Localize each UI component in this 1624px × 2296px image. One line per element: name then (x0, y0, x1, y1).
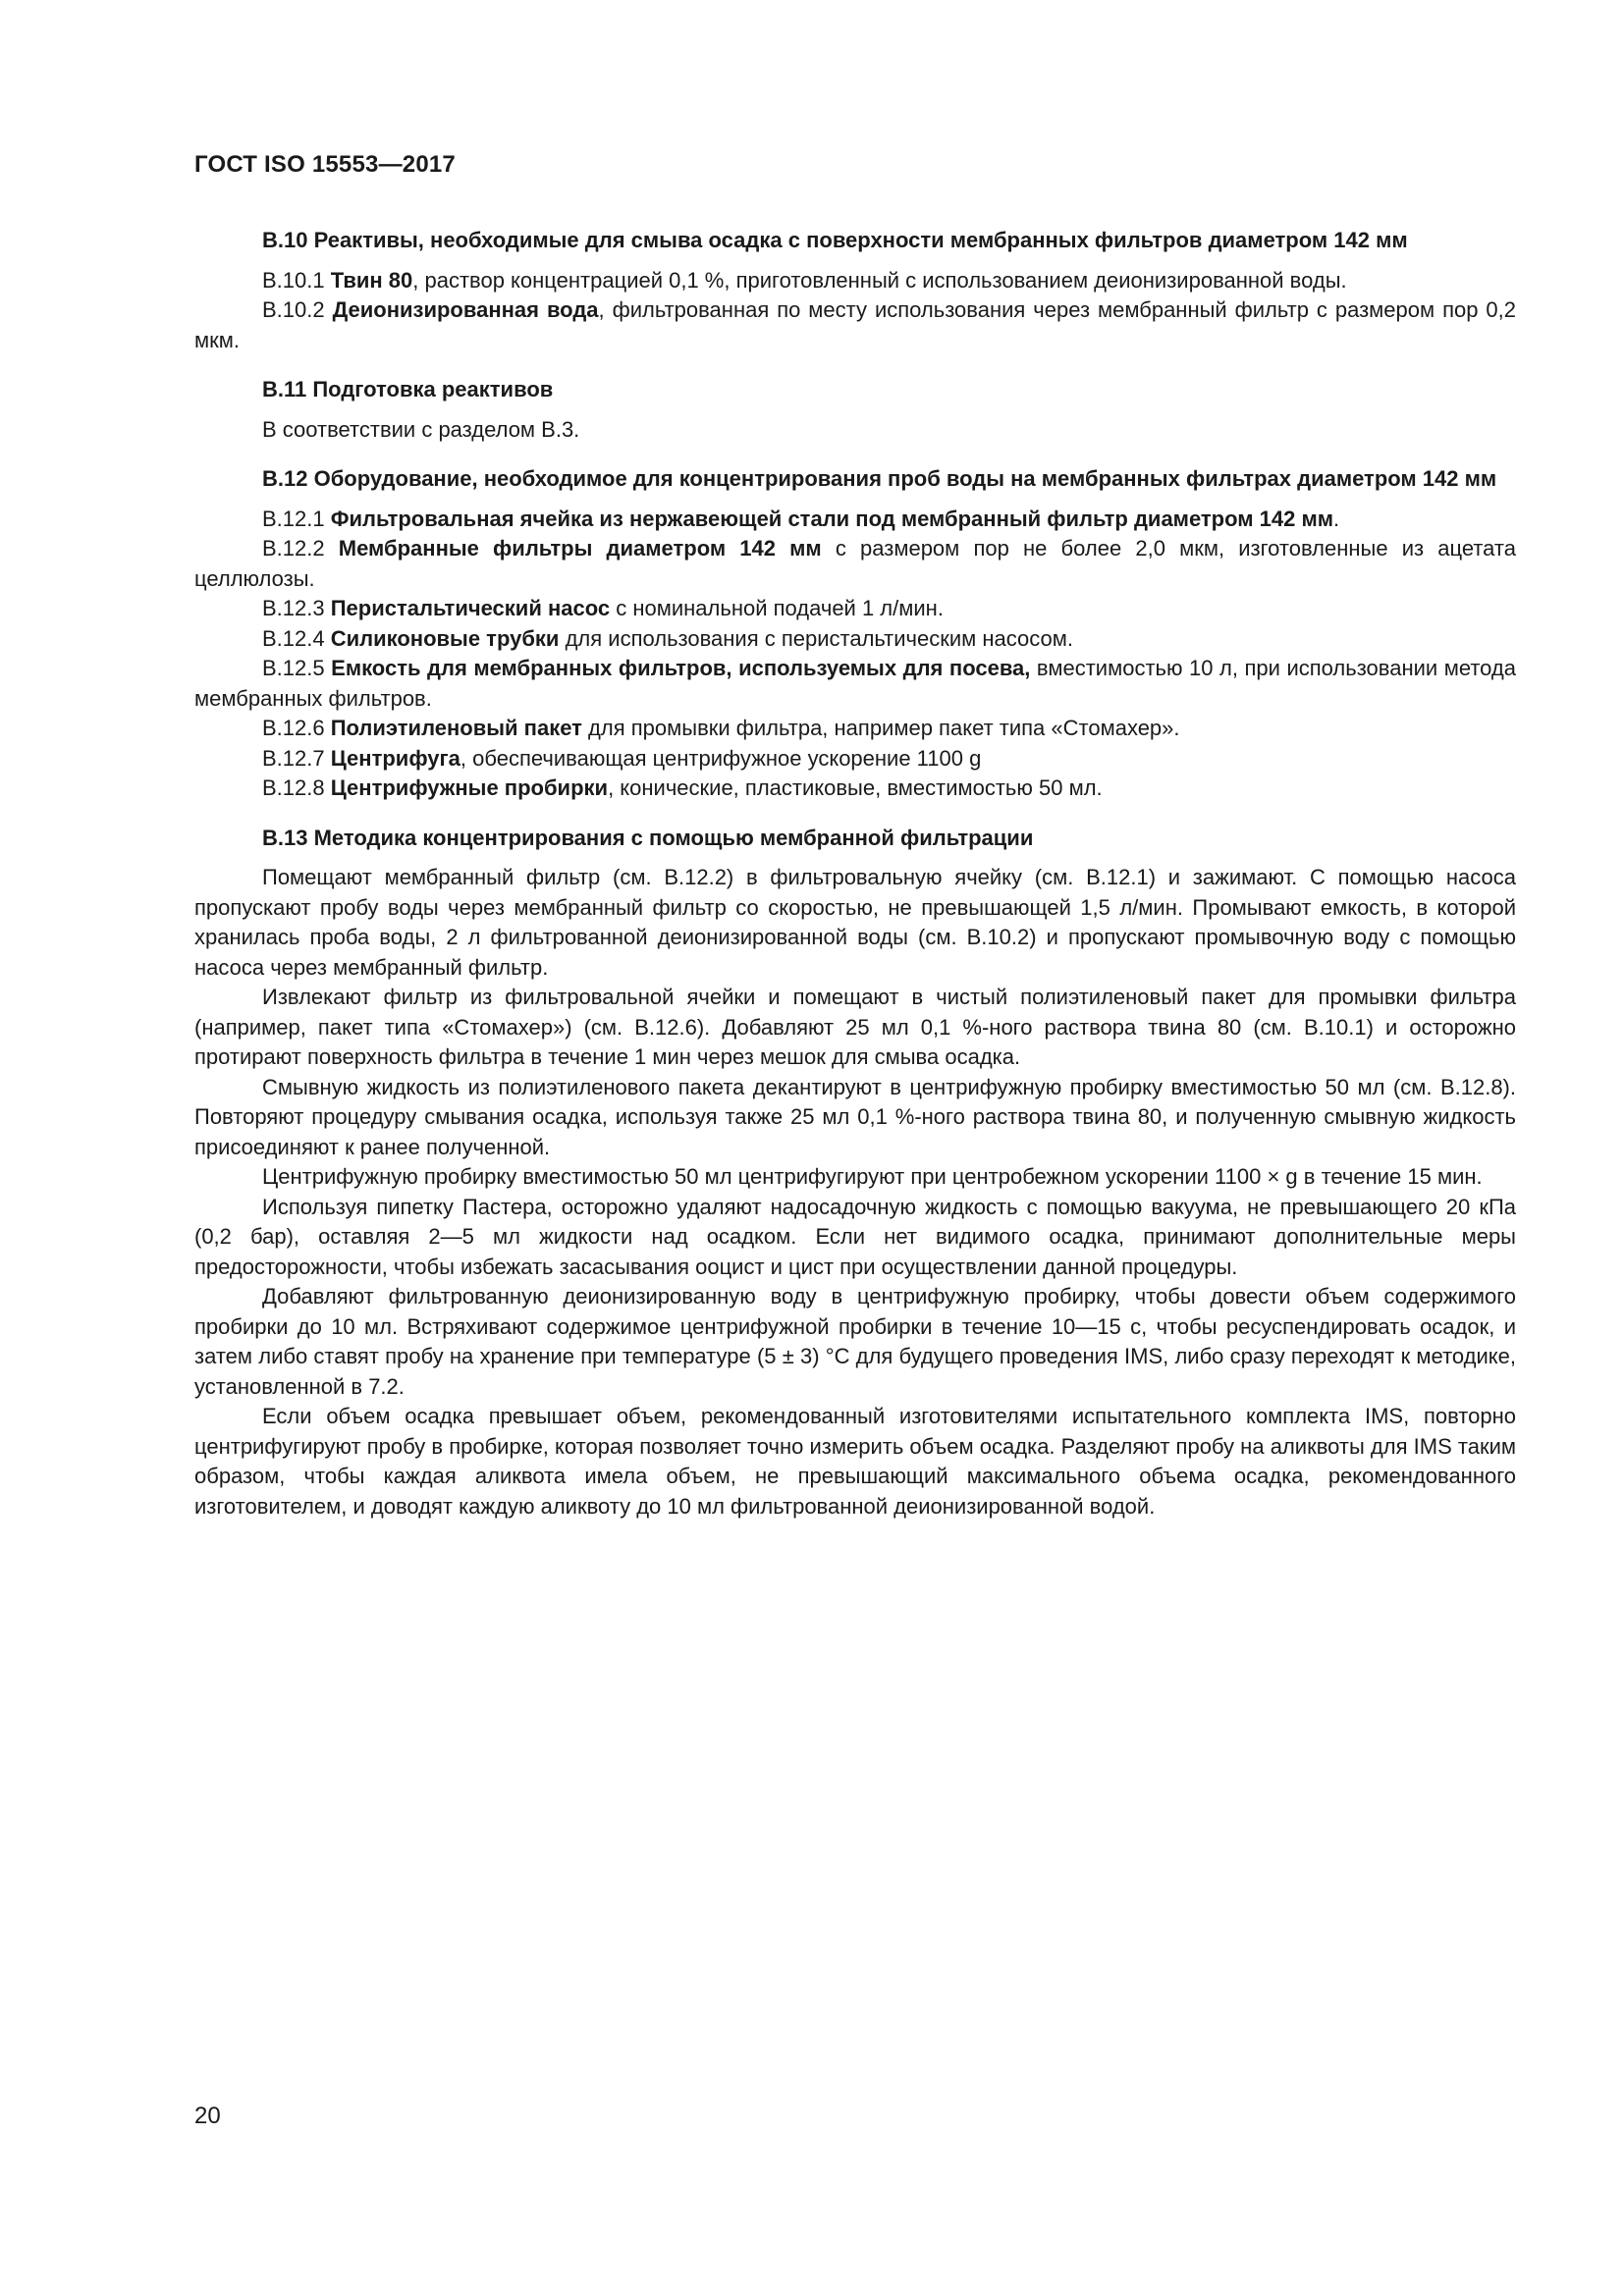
clause-b12-4 (194, 624, 1516, 655)
clause-term: Полиэтиленовый пакет (330, 716, 582, 740)
clause-text: с номинальной подачей 1 л/мин. (610, 596, 944, 620)
clause-b12-7 (194, 744, 1516, 774)
clause-text: , раствор концентрацией 0,1 %, приготовленный с использованием деионизированной воды. (412, 267, 1347, 293)
section-heading-b10: В.10 Реактивы, необходимые для смыва осадка с поверхности мембранных фильтров диаметром 142 мм (262, 228, 1408, 252)
clause-number: В.12.8 (262, 775, 331, 800)
document-header: ГОСТ ISO 15553—2017 (194, 151, 456, 178)
clause-b12-1 (194, 505, 1516, 535)
section-heading-b13: В.13 Методика концентрирования с помощью мембранной фильтрации (262, 825, 1034, 850)
clause-term: Твин 80 (330, 267, 413, 293)
clause-number: В.10.2 (262, 297, 333, 322)
clause-b10-2 (194, 295, 1516, 355)
clause-number: В.12.1 (262, 506, 331, 531)
clause-text: для промывки фильтра, например пакет типа «Стомахер». (581, 716, 1180, 740)
paragraph: Добавляют фильтрованную деионизированную воду в центрифужную пробирку, чтобы довести объем содержимого пробирки до 10 мл. Встряхивают содержимое центрифужной пробирки в течение 10—15 с, чтобы ресуспендировать осадок, и затем либо ставят пробу на хранение при температуре (5 ± 3) °С для будущего проведения IMS, либо сразу переходят к методике, установленной в 7.2. (194, 1284, 1516, 1399)
clause-term: Емкость для мембранных фильтров, используемых для посева, (331, 656, 1031, 680)
clause-term: Центрифужные пробирки (330, 775, 609, 800)
clause-b12-3 (194, 594, 1516, 624)
page-number: 20 (194, 2103, 221, 2129)
clause-b12-8 (194, 774, 1516, 804)
clause-number: В.12.5 (262, 656, 332, 680)
clause-text: с размером пор не более 2,0 мкм, изготовленные из ацетата целлюлозы. (194, 536, 1517, 591)
clause-text: . (1333, 506, 1340, 531)
clause-b12-2 (194, 534, 1516, 594)
clause-b12-5 (194, 654, 1516, 714)
clause-number: В.12.7 (262, 745, 331, 771)
paragraph: Извлекают фильтр из фильтровальной ячейки и помещают в чистый полиэтиленовый пакет для промывки фильтра (например, пакет типа «Стомахер») (см. В.12.6). Добавляют 25 мл 0,1 %-ного раствора твина 80 (см. В.10.1) и осторожно протирают поверхность фильтра в течение 1 мин через мешок для смыва осадка. (194, 985, 1516, 1069)
paragraph: Если объем осадка превышает объем, рекомендованный изготовителями испытательного комплекта IMS, повторно центрифугируют пробу в пробирке, которая позволяет точно измерить объем осадка. Разделяют пробу на аликвоты для IMS таким образом, чтобы каждая аликвота имела объем, не превышающий максимального объема осадка, рекомендованного изготовителем, и доводят каждую аликвоту до 10 мл фильтрованной деионизированной водой. (194, 1404, 1516, 1519)
clause-term: Силиконовые трубки (330, 625, 560, 651)
clause-number: В.10.1 (262, 267, 331, 293)
paragraph: Смывную жидкость из полиэтиленового пакета декантируют в центрифужную пробирку вместимостью 50 мл (см. В.12.8). Повторяют процедуру смывания осадка, используя также 25 мл 0,1 %-ного раствора твина 80, и полученную смывную жидкость присоединяют к ранее полученной. (194, 1074, 1516, 1159)
paragraph: Используя пипетку Пастера, осторожно удаляют надосадочную жидкость с помощью вакуума, не превышающего 20 кПа (0,2 бар), оставляя 2—5 мл жидкости над осадком. Если нет видимого осадка, принимают дополнительные меры предосторожности, чтобы избежать засасывания ооцист и цист при осуществлении данной процедуры. (194, 1194, 1516, 1279)
clause-text: вместимостью 10 л, при использовании метода мембранных фильтров. (194, 656, 1516, 711)
clause-term: Фильтровальная ячейка из нержавеющей стали под мембранный фильтр диаметром 142 мм (330, 506, 1334, 531)
clause-text: , обеспечивающая центрифужное ускорение 1100 g (460, 745, 982, 771)
clause-number: В.12.4 (262, 625, 331, 651)
clause-term: Центрифуга (330, 745, 460, 771)
clause-text: , конические, пластиковые, вместимостью 50 мл. (608, 775, 1103, 800)
clause-number: В.12.3 (262, 596, 331, 620)
clause-b11-text: В соответствии с разделом В.3. (262, 416, 580, 442)
clause-term: Деионизированная вода (332, 297, 599, 322)
paragraph: Центрифужную пробирку вместимостью 50 мл центрифугируют при центробежном ускорении 1100 × g в течение 15 мин. (262, 1164, 1483, 1189)
paragraph: Помещают мембранный фильтр (см. В.12.2) в фильтровальную ячейку (см. В.12.1) и зажимают. С помощью насоса пропускают пробу воды через мембранный фильтр со скоростью, не превышающей 1,5 л/мин. Промывают емкость, в которой хранилась проба воды, 2 л фильтрованной деионизированной воды (см. В.10.2) и пропускают промывочную воду с помощью насоса через мембранный фильтр. (194, 865, 1516, 980)
clause-number: В.12.6 (262, 716, 331, 740)
section-heading-b11: В.11 Подготовка реактивов (262, 377, 554, 401)
section-heading-b12: В.12 Оборудование, необходимое для концентрирования проб воды на мембранных фильтрах диаметром 142 мм (262, 466, 1497, 491)
clause-b10-1 (194, 266, 1516, 296)
clause-term: Мембранные фильтры диаметром 142 мм (338, 536, 822, 561)
document-body (194, 226, 1516, 1522)
clause-text: , фильтрованная по месту использования через мембранный фильтр с размером пор 0,2 мкм. (194, 297, 1517, 352)
clause-term: Перистальтический насос (330, 596, 611, 620)
clause-text: для использования с перистальтическим насосом. (559, 625, 1073, 651)
clause-number: В.12.2 (262, 536, 339, 561)
clause-b12-6 (194, 714, 1516, 744)
